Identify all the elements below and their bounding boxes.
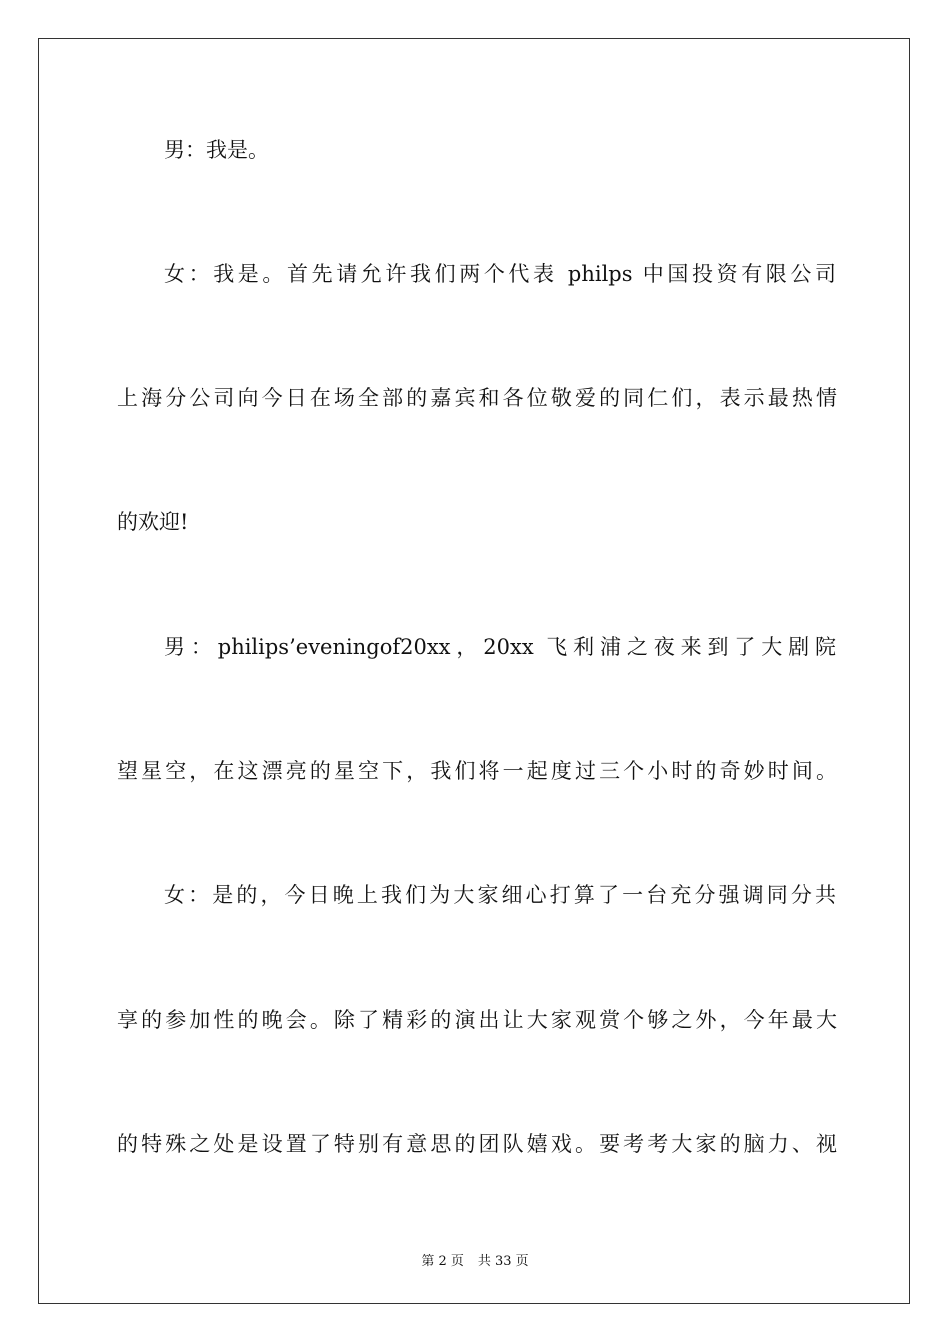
page-footer (0, 1250, 950, 1269)
paragraph-line-9: 的特殊之处是设置了特别有意思的团队嬉戏。要考考大家的脑力、视 (117, 1132, 837, 1156)
page-total: 共 33 页 (477, 1254, 529, 1269)
paragraph-line-5: 男：philips’eveningof20xx，20xx 飞利浦之夜来到了大剧院 (164, 635, 836, 659)
page-number: 第 2 页 (421, 1254, 464, 1269)
paragraph-line-1: 男：我是。 (164, 138, 269, 162)
paragraph-line-3: 上海分公司向今日在场全部的嘉宾和各位敬爱的同仁们，表示最热情 (117, 386, 837, 410)
paragraph-line-4: 的欢迎! (117, 510, 189, 534)
paragraph-line-7: 女：是的，今日晚上我们为大家细心打算了一台充分强调同分共 (164, 883, 836, 907)
paragraph-line-6: 望星空，在这漂亮的星空下，我们将一起度过三个小时的奇妙时间。 (117, 759, 837, 783)
paragraph-line-8: 享的参加性的晚会。除了精彩的演出让大家观赏个够之外，今年最大 (117, 1008, 837, 1032)
paragraph-line-2: 女：我是。首先请允许我们两个代表 philps 中国投资有限公司 (164, 262, 836, 286)
page-border (38, 38, 910, 1304)
